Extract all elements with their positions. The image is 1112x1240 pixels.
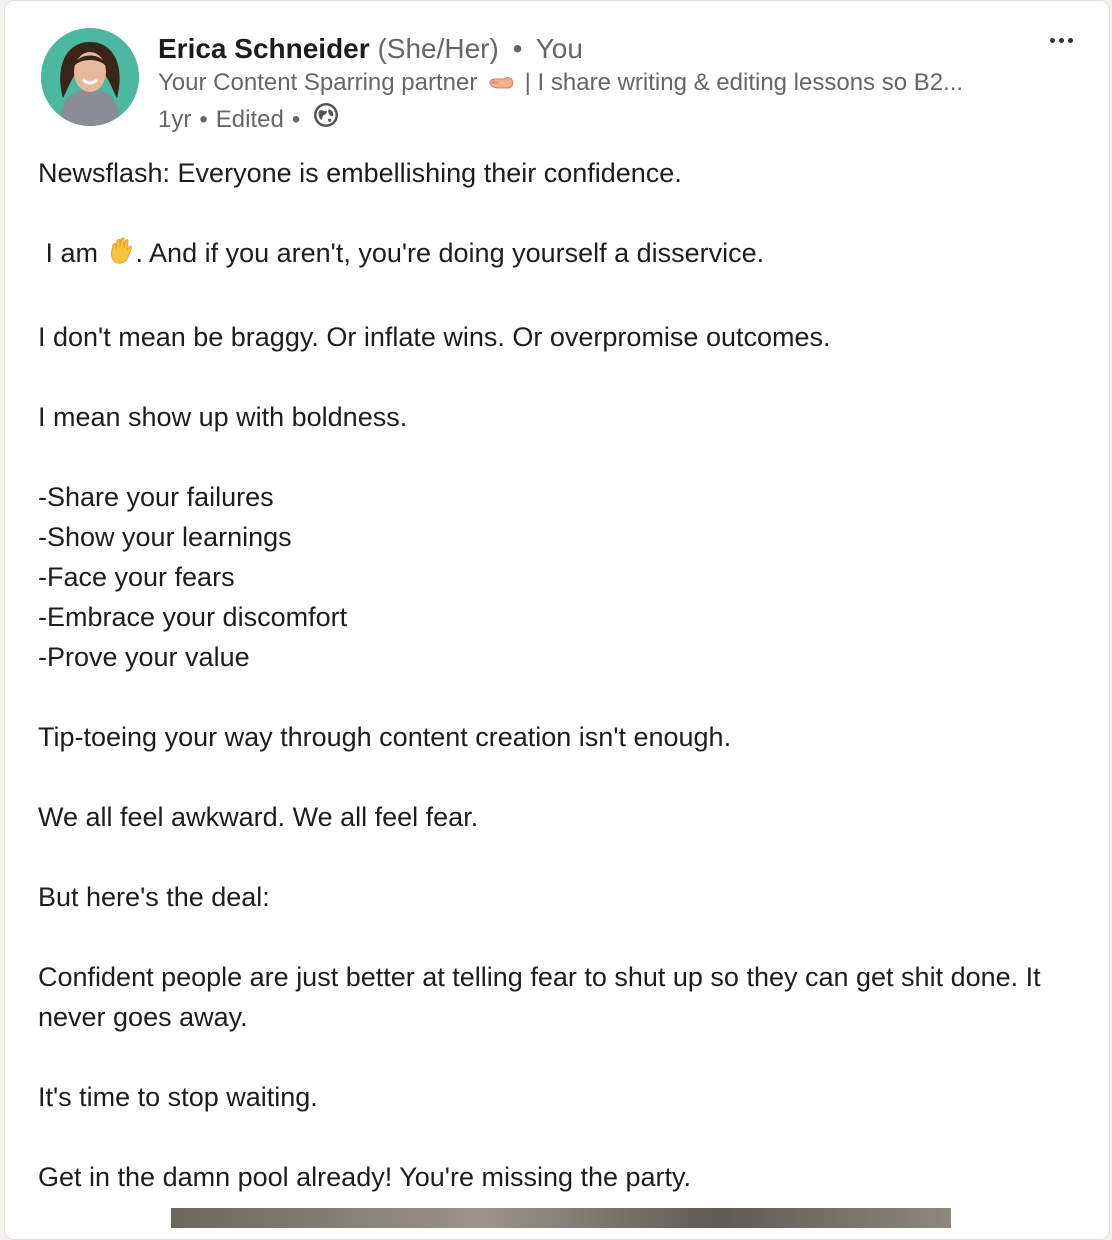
author-name[interactable]: Erica Schneider [158,33,370,64]
separator-dot: • [199,106,208,133]
line-start: I am [38,238,106,268]
post-meta [158,101,1038,139]
list-item: -Embrace your discomfort [38,602,348,632]
list-item: -Prove your value [38,642,250,672]
globe-icon [312,101,340,139]
author-line [158,31,1038,67]
post-header [158,31,1038,139]
author-avatar[interactable] [41,28,139,126]
post-line: I don't mean be braggy. Or inflate wins. Or overpromise outcomes. [38,322,831,352]
raised-hand-emoji-icon [106,236,136,277]
post-body [38,153,1048,1197]
post-line: I mean show up with boldness. [38,402,408,432]
post-card [4,0,1110,1240]
post-line: Get in the damn pool already! You're missing the party. [38,1162,692,1192]
post-image[interactable] [171,1208,951,1228]
post-line: Confident people are just better at telling fear to shut up so they can get shit done. It never goes away. [38,962,1049,1032]
separator-dot: • [512,33,523,64]
author-pronouns: (She/Her) [377,33,499,64]
connection-label: You [535,33,583,64]
menu-dot [1050,38,1055,43]
menu-dot [1059,38,1064,43]
list-item: -Show your learnings [38,522,292,552]
post-line [38,233,1048,277]
line-end: . And if you aren't, you're doing yourself a disservice. [135,238,765,268]
separator-dot: • [291,106,301,133]
list-item: -Share your failures [38,482,274,512]
post-time[interactable]: 1yr [158,106,192,133]
headline-end: | I share writing & editing lessons so B2... [524,69,964,96]
post-line: We all feel awkward. We all feel fear. [38,802,479,832]
post-line: But here's the deal: [38,882,270,912]
headline-start: Your Content Sparring partner [158,69,478,96]
pointing-left-emoji-icon [488,69,514,101]
edited-label: Edited [215,106,284,133]
post-line: Tip-toeing your way through content creation isn't enough. [38,722,732,752]
author-headline [158,67,1018,101]
more-options-icon[interactable] [1041,29,1081,51]
post-line: It's time to stop waiting. [38,1082,318,1112]
list-item: -Face your fears [38,562,235,592]
post-line: Newsflash: Everyone is embellishing their confidence. [38,158,682,188]
menu-dot [1068,38,1073,43]
